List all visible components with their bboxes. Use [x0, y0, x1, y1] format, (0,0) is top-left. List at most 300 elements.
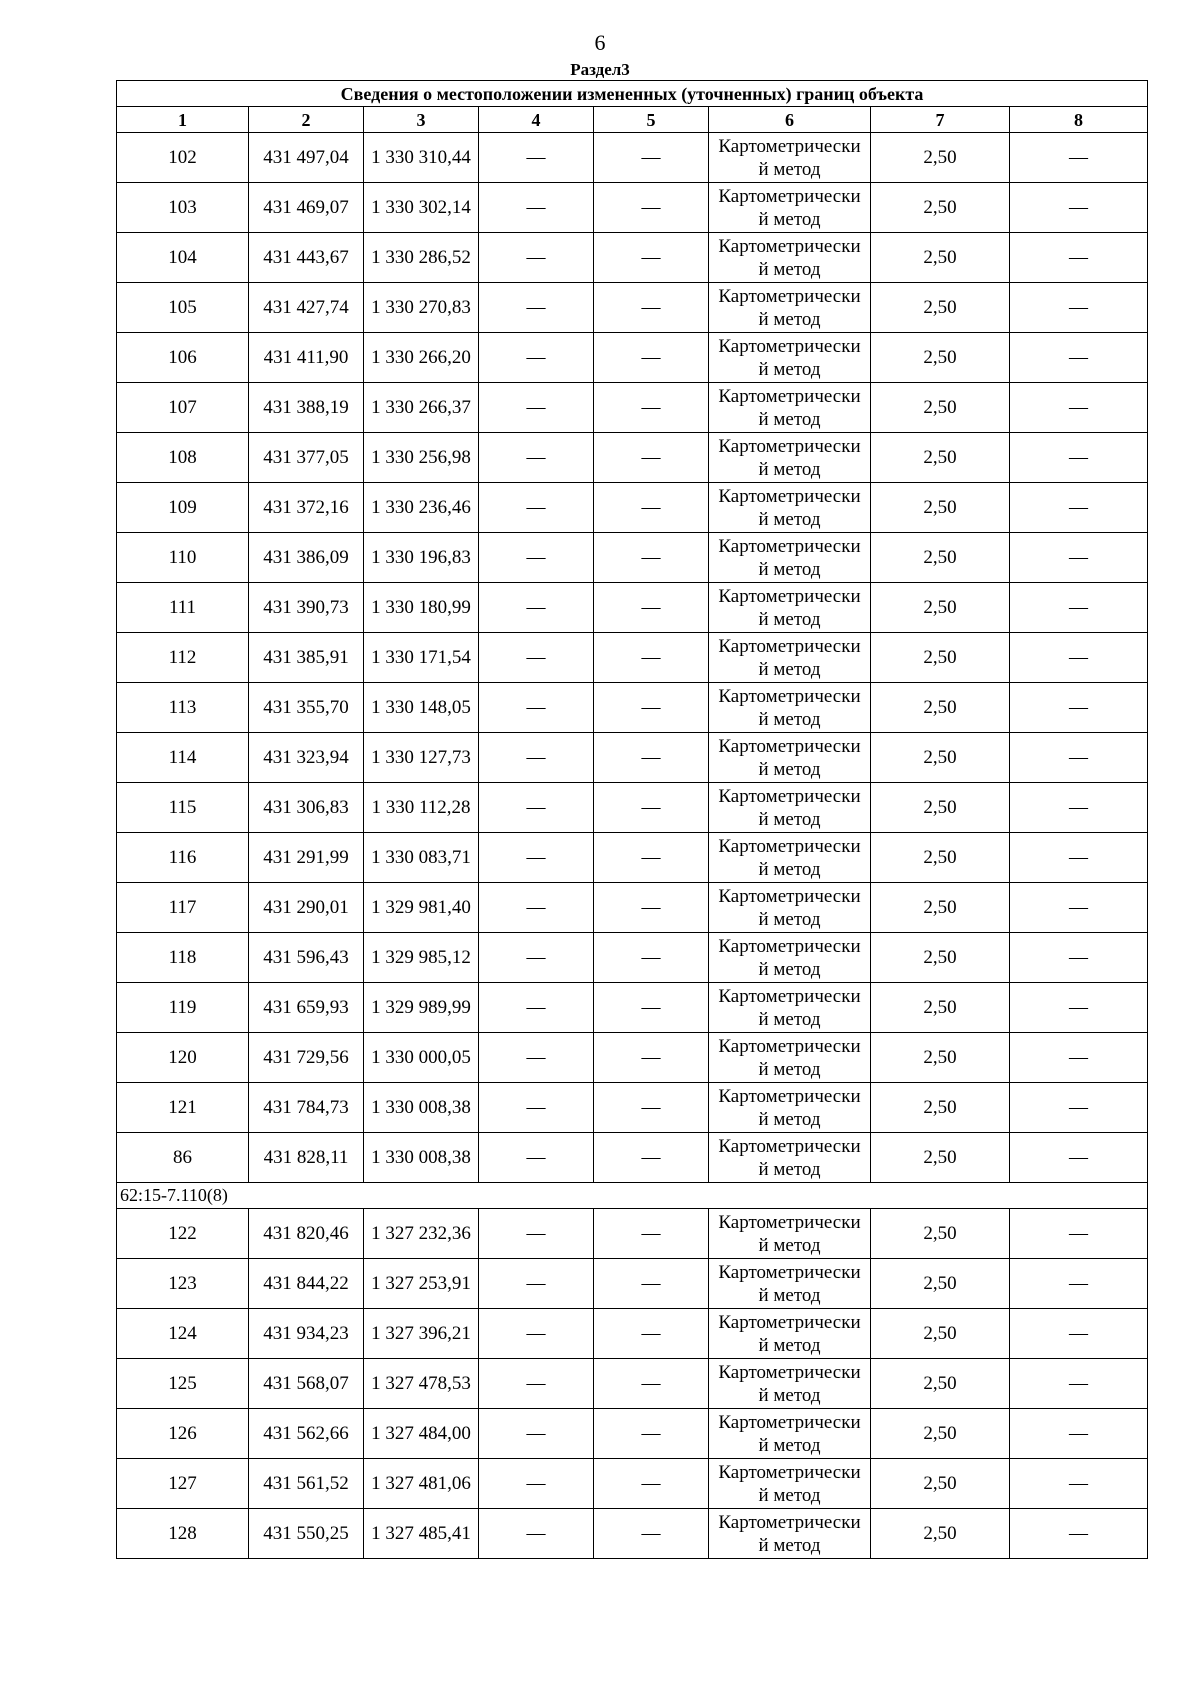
method-cell — [709, 533, 871, 583]
table-row — [117, 183, 1148, 233]
empty-dash: — — [594, 983, 709, 1033]
empty-dash: — — [1010, 833, 1148, 883]
column-header: 7 — [871, 107, 1010, 133]
coordinate-y: 1 327 485,41 — [364, 1509, 479, 1559]
table-row — [117, 1459, 1148, 1509]
table-row — [117, 833, 1148, 883]
coordinate-x: 431 427,74 — [249, 283, 364, 333]
coordinate-x: 431 659,93 — [249, 983, 364, 1033]
empty-dash: — — [1010, 1259, 1148, 1309]
point-number: 121 — [117, 1083, 249, 1133]
table-row — [117, 383, 1148, 433]
table-row — [117, 133, 1148, 183]
accuracy-value: 2,50 — [871, 283, 1010, 333]
method-line: Картометрически — [718, 1361, 861, 1383]
empty-dash: — — [479, 233, 594, 283]
accuracy-value: 2,50 — [871, 133, 1010, 183]
empty-dash: — — [594, 1409, 709, 1459]
column-header: 5 — [594, 107, 709, 133]
method-line: й метод — [758, 1234, 821, 1256]
coordinate-x: 431 497,04 — [249, 133, 364, 183]
method-line: Картометрически — [718, 585, 861, 607]
empty-dash: — — [594, 1359, 709, 1409]
method-line: й метод — [758, 358, 821, 380]
point-number: 128 — [117, 1509, 249, 1559]
coordinate-x: 431 729,56 — [249, 1033, 364, 1083]
column-header-row — [117, 107, 1148, 133]
empty-dash: — — [479, 1459, 594, 1509]
method-line: Картометрически — [718, 385, 861, 407]
method-line: Картометрически — [718, 1511, 861, 1533]
accuracy-value: 2,50 — [871, 433, 1010, 483]
point-number: 120 — [117, 1033, 249, 1083]
accuracy-value: 2,50 — [871, 883, 1010, 933]
method-line: й метод — [758, 308, 821, 330]
coordinate-y: 1 330 286,52 — [364, 233, 479, 283]
point-number: 125 — [117, 1359, 249, 1409]
empty-dash: — — [479, 333, 594, 383]
method-line: Картометрически — [718, 235, 861, 257]
empty-dash: — — [594, 283, 709, 333]
method-cell — [709, 1509, 871, 1559]
empty-dash: — — [1010, 283, 1148, 333]
empty-dash: — — [479, 1509, 594, 1559]
empty-dash: — — [594, 233, 709, 283]
point-number: 108 — [117, 433, 249, 483]
coordinate-y: 1 329 981,40 — [364, 883, 479, 933]
table-title: Сведения о местоположении измененных (уточненных) границ объекта — [117, 81, 1148, 107]
empty-dash: — — [594, 1133, 709, 1183]
point-number: 122 — [117, 1209, 249, 1259]
method-line: Картометрически — [718, 435, 861, 457]
empty-dash: — — [1010, 433, 1148, 483]
method-line: Картометрически — [718, 885, 861, 907]
method-cell — [709, 583, 871, 633]
table-row — [117, 733, 1148, 783]
method-line: Картометрически — [718, 1411, 861, 1433]
accuracy-value: 2,50 — [871, 1209, 1010, 1259]
method-line: Картометрически — [718, 735, 861, 757]
coordinate-x: 431 469,07 — [249, 183, 364, 233]
accuracy-value: 2,50 — [871, 1509, 1010, 1559]
empty-dash: — — [1010, 1133, 1148, 1183]
method-line: й метод — [758, 1334, 821, 1356]
point-number: 119 — [117, 983, 249, 1033]
coordinate-y: 1 330 008,38 — [364, 1083, 479, 1133]
accuracy-value: 2,50 — [871, 1309, 1010, 1359]
coordinate-x: 431 355,70 — [249, 683, 364, 733]
method-line: й метод — [758, 908, 821, 930]
empty-dash: — — [1010, 483, 1148, 533]
coordinate-x: 431 306,83 — [249, 783, 364, 833]
empty-dash: — — [479, 633, 594, 683]
coordinate-y: 1 327 478,53 — [364, 1359, 479, 1409]
point-number: 113 — [117, 683, 249, 733]
empty-dash: — — [594, 133, 709, 183]
method-cell — [709, 383, 871, 433]
empty-dash: — — [594, 433, 709, 483]
empty-dash: — — [1010, 383, 1148, 433]
method-cell — [709, 133, 871, 183]
coordinate-y: 1 329 985,12 — [364, 933, 479, 983]
method-line: Картометрически — [718, 1035, 861, 1057]
method-cell — [709, 1133, 871, 1183]
empty-dash: — — [1010, 333, 1148, 383]
method-cell — [709, 183, 871, 233]
coordinate-x: 431 411,90 — [249, 333, 364, 383]
method-cell — [709, 833, 871, 883]
table-row — [117, 1359, 1148, 1409]
table-row — [117, 633, 1148, 683]
empty-dash: — — [594, 533, 709, 583]
accuracy-value: 2,50 — [871, 333, 1010, 383]
method-cell — [709, 1359, 871, 1409]
accuracy-value: 2,50 — [871, 533, 1010, 583]
coordinate-y: 1 330 266,20 — [364, 333, 479, 383]
method-line: Картометрически — [718, 185, 861, 207]
coordinate-x: 431 568,07 — [249, 1359, 364, 1409]
method-cell — [709, 233, 871, 283]
method-line: й метод — [758, 858, 821, 880]
method-line: Картометрически — [718, 535, 861, 557]
accuracy-value: 2,50 — [871, 483, 1010, 533]
empty-dash: — — [1010, 1459, 1148, 1509]
empty-dash: — — [479, 683, 594, 733]
method-line: Картометрически — [718, 785, 861, 807]
empty-dash: — — [479, 433, 594, 483]
coordinate-y: 1 330 266,37 — [364, 383, 479, 433]
method-line: Картометрически — [718, 1211, 861, 1233]
method-line: й метод — [758, 758, 821, 780]
boundary-coordinates-table — [116, 80, 1148, 1559]
accuracy-value: 2,50 — [871, 733, 1010, 783]
method-line: й метод — [758, 958, 821, 980]
method-line: Картометрически — [718, 135, 861, 157]
coordinate-y: 1 330 148,05 — [364, 683, 479, 733]
method-cell — [709, 483, 871, 533]
point-number: 118 — [117, 933, 249, 983]
accuracy-value: 2,50 — [871, 933, 1010, 983]
table-row — [117, 1259, 1148, 1309]
empty-dash: — — [1010, 233, 1148, 283]
method-line: Картометрически — [718, 835, 861, 857]
accuracy-value: 2,50 — [871, 833, 1010, 883]
coordinate-x: 431 390,73 — [249, 583, 364, 633]
point-number: 109 — [117, 483, 249, 533]
coordinate-y: 1 330 112,28 — [364, 783, 479, 833]
method-cell — [709, 283, 871, 333]
empty-dash: — — [594, 1259, 709, 1309]
coordinate-y: 1 330 270,83 — [364, 283, 479, 333]
coordinate-y: 1 330 236,46 — [364, 483, 479, 533]
method-cell — [709, 983, 871, 1033]
method-cell — [709, 633, 871, 683]
method-line: й метод — [758, 708, 821, 730]
method-line: й метод — [758, 1108, 821, 1130]
coordinate-x: 431 562,66 — [249, 1409, 364, 1459]
empty-dash: — — [594, 833, 709, 883]
table-row — [117, 683, 1148, 733]
accuracy-value: 2,50 — [871, 1083, 1010, 1133]
accuracy-value: 2,50 — [871, 983, 1010, 1033]
accuracy-value: 2,50 — [871, 1459, 1010, 1509]
empty-dash: — — [594, 733, 709, 783]
empty-dash: — — [479, 483, 594, 533]
empty-dash: — — [479, 583, 594, 633]
accuracy-value: 2,50 — [871, 233, 1010, 283]
point-number: 117 — [117, 883, 249, 933]
method-line: й метод — [758, 1384, 821, 1406]
table-row — [117, 883, 1148, 933]
accuracy-value: 2,50 — [871, 1359, 1010, 1409]
empty-dash: — — [479, 1359, 594, 1409]
accuracy-value: 2,50 — [871, 1033, 1010, 1083]
empty-dash: — — [1010, 983, 1148, 1033]
coordinate-x: 431 291,99 — [249, 833, 364, 883]
table-title-row — [117, 81, 1148, 107]
method-cell — [709, 1083, 871, 1133]
accuracy-value: 2,50 — [871, 383, 1010, 433]
table-row — [117, 1133, 1148, 1183]
coordinate-y: 1 330 083,71 — [364, 833, 479, 883]
method-line: й метод — [758, 1058, 821, 1080]
coordinate-x: 431 377,05 — [249, 433, 364, 483]
coordinate-y: 1 327 484,00 — [364, 1409, 479, 1459]
empty-dash: — — [479, 1033, 594, 1083]
coordinate-x: 431 550,25 — [249, 1509, 364, 1559]
coordinate-y: 1 330 310,44 — [364, 133, 479, 183]
coordinate-x: 431 784,73 — [249, 1083, 364, 1133]
accuracy-value: 2,50 — [871, 183, 1010, 233]
coordinate-y: 1 327 232,36 — [364, 1209, 479, 1259]
point-number: 114 — [117, 733, 249, 783]
method-cell — [709, 333, 871, 383]
method-line: й метод — [758, 1008, 821, 1030]
empty-dash: — — [1010, 583, 1148, 633]
empty-dash: — — [479, 533, 594, 583]
empty-dash: — — [594, 883, 709, 933]
method-line: Картометрически — [718, 1261, 861, 1283]
table-row — [117, 1409, 1148, 1459]
coordinate-x: 431 828,11 — [249, 1133, 364, 1183]
accuracy-value: 2,50 — [871, 583, 1010, 633]
coordinate-y: 1 330 302,14 — [364, 183, 479, 233]
method-cell — [709, 783, 871, 833]
empty-dash: — — [1010, 1309, 1148, 1359]
method-line: Картометрически — [718, 1135, 861, 1157]
point-number: 102 — [117, 133, 249, 183]
point-number: 124 — [117, 1309, 249, 1359]
coordinate-y: 1 327 396,21 — [364, 1309, 479, 1359]
accuracy-value: 2,50 — [871, 1133, 1010, 1183]
method-line: й метод — [758, 808, 821, 830]
method-line: й метод — [758, 258, 821, 280]
coordinate-y: 1 330 000,05 — [364, 1033, 479, 1083]
table-row — [117, 333, 1148, 383]
accuracy-value: 2,50 — [871, 783, 1010, 833]
empty-dash: — — [479, 283, 594, 333]
coordinate-x: 431 323,94 — [249, 733, 364, 783]
empty-dash: — — [594, 683, 709, 733]
empty-dash: — — [479, 733, 594, 783]
method-line: й метод — [758, 608, 821, 630]
empty-dash: — — [594, 483, 709, 533]
point-number: 86 — [117, 1133, 249, 1183]
method-line: Картометрически — [718, 1461, 861, 1483]
point-number: 126 — [117, 1409, 249, 1459]
point-number: 112 — [117, 633, 249, 683]
coordinate-x: 431 596,43 — [249, 933, 364, 983]
coordinate-x: 431 820,46 — [249, 1209, 364, 1259]
table-row — [117, 483, 1148, 533]
accuracy-value: 2,50 — [871, 1259, 1010, 1309]
empty-dash: — — [479, 783, 594, 833]
method-line: й метод — [758, 558, 821, 580]
point-number: 110 — [117, 533, 249, 583]
table-row — [117, 933, 1148, 983]
method-line: й метод — [758, 1434, 821, 1456]
method-cell — [709, 733, 871, 783]
empty-dash: — — [479, 133, 594, 183]
method-cell — [709, 1259, 871, 1309]
empty-dash: — — [1010, 683, 1148, 733]
group-row — [117, 1183, 1148, 1209]
method-line: й метод — [758, 1284, 821, 1306]
table-row — [117, 1083, 1148, 1133]
point-number: 111 — [117, 583, 249, 633]
point-number: 115 — [117, 783, 249, 833]
method-cell — [709, 1309, 871, 1359]
point-number: 127 — [117, 1459, 249, 1509]
coordinate-y: 1 327 481,06 — [364, 1459, 479, 1509]
empty-dash: — — [1010, 1209, 1148, 1259]
coordinate-x: 431 443,67 — [249, 233, 364, 283]
empty-dash: — — [594, 1033, 709, 1083]
method-cell — [709, 1459, 871, 1509]
coordinate-x: 431 844,22 — [249, 1259, 364, 1309]
point-number: 107 — [117, 383, 249, 433]
table-row — [117, 533, 1148, 583]
empty-dash: — — [1010, 1033, 1148, 1083]
method-line: й метод — [758, 1484, 821, 1506]
method-line: й метод — [758, 658, 821, 680]
point-number: 105 — [117, 283, 249, 333]
empty-dash: — — [594, 933, 709, 983]
coordinate-x: 431 388,19 — [249, 383, 364, 433]
empty-dash: — — [594, 333, 709, 383]
empty-dash: — — [594, 1509, 709, 1559]
method-line: Картометрически — [718, 1311, 861, 1333]
empty-dash: — — [1010, 883, 1148, 933]
table-row — [117, 1309, 1148, 1359]
table-row — [117, 1033, 1148, 1083]
table-row — [117, 233, 1148, 283]
column-header: 4 — [479, 107, 594, 133]
method-line: Картометрически — [718, 635, 861, 657]
method-line: Картометрически — [718, 935, 861, 957]
point-number: 104 — [117, 233, 249, 283]
column-header: 8 — [1010, 107, 1148, 133]
empty-dash: — — [594, 1309, 709, 1359]
coordinate-x: 431 386,09 — [249, 533, 364, 583]
empty-dash: — — [594, 1209, 709, 1259]
accuracy-value: 2,50 — [871, 633, 1010, 683]
empty-dash: — — [479, 1309, 594, 1359]
coordinate-x: 431 372,16 — [249, 483, 364, 533]
empty-dash: — — [1010, 733, 1148, 783]
table-row — [117, 1509, 1148, 1559]
coordinate-y: 1 327 253,91 — [364, 1259, 479, 1309]
section-label: Раздел3 — [570, 60, 630, 79]
coordinate-y: 1 330 256,98 — [364, 433, 479, 483]
method-line: Картометрически — [718, 335, 861, 357]
method-line: й метод — [758, 1158, 821, 1180]
method-line: й метод — [758, 1534, 821, 1556]
column-header: 2 — [249, 107, 364, 133]
point-number: 123 — [117, 1259, 249, 1309]
table-row — [117, 1209, 1148, 1259]
method-cell — [709, 433, 871, 483]
table-row — [117, 983, 1148, 1033]
method-line: Картометрически — [718, 1085, 861, 1107]
table-row — [117, 283, 1148, 333]
table-row — [117, 583, 1148, 633]
coordinate-x: 431 385,91 — [249, 633, 364, 683]
method-cell — [709, 1033, 871, 1083]
point-number: 103 — [117, 183, 249, 233]
method-line: Картометрически — [718, 485, 861, 507]
empty-dash: — — [594, 583, 709, 633]
column-header: 3 — [364, 107, 479, 133]
method-cell — [709, 683, 871, 733]
coordinate-x: 431 290,01 — [249, 883, 364, 933]
empty-dash: — — [594, 1459, 709, 1509]
table-row — [117, 433, 1148, 483]
empty-dash: — — [1010, 1083, 1148, 1133]
coordinate-y: 1 329 989,99 — [364, 983, 479, 1033]
empty-dash: — — [1010, 933, 1148, 983]
empty-dash: — — [479, 383, 594, 433]
method-line: Картометрически — [718, 985, 861, 1007]
column-header: 1 — [117, 107, 249, 133]
empty-dash: — — [479, 1259, 594, 1309]
empty-dash: — — [479, 933, 594, 983]
column-header: 6 — [709, 107, 871, 133]
empty-dash: — — [1010, 1509, 1148, 1559]
accuracy-value: 2,50 — [871, 683, 1010, 733]
page-number: 6 — [594, 30, 606, 55]
empty-dash: — — [1010, 183, 1148, 233]
empty-dash: — — [479, 883, 594, 933]
point-number: 106 — [117, 333, 249, 383]
empty-dash: — — [1010, 1409, 1148, 1459]
empty-dash: — — [479, 1083, 594, 1133]
empty-dash: — — [479, 833, 594, 883]
method-line: й метод — [758, 158, 821, 180]
empty-dash: — — [479, 1209, 594, 1259]
empty-dash: — — [594, 1083, 709, 1133]
empty-dash: — — [479, 1409, 594, 1459]
coordinate-y: 1 330 008,38 — [364, 1133, 479, 1183]
coordinate-y: 1 330 196,83 — [364, 533, 479, 583]
coordinate-x: 431 561,52 — [249, 1459, 364, 1509]
empty-dash: — — [1010, 783, 1148, 833]
empty-dash: — — [1010, 633, 1148, 683]
method-line: й метод — [758, 208, 821, 230]
empty-dash: — — [594, 633, 709, 683]
empty-dash: — — [479, 1133, 594, 1183]
coordinate-y: 1 330 127,73 — [364, 733, 479, 783]
